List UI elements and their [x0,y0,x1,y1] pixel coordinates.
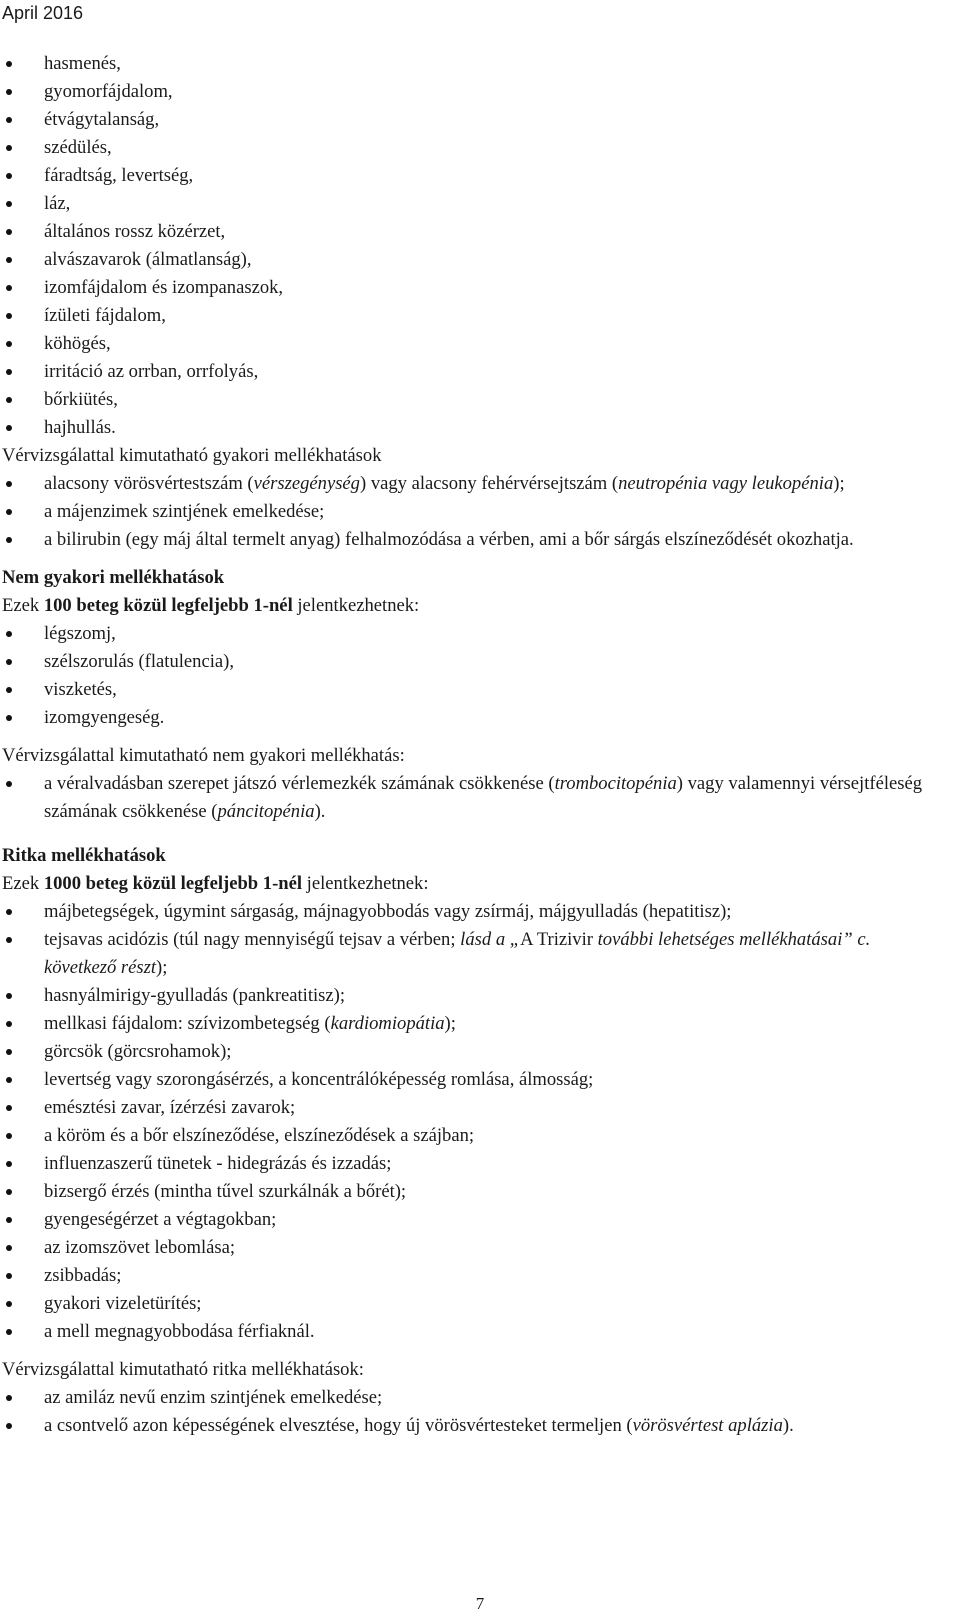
list-item: láz, [0,190,940,218]
page-header-date: April 2016 [2,3,84,23]
list-item: emésztési zavar, ízérzési zavarok; [0,1094,940,1122]
list-item: viszketés, [0,676,940,704]
uncommon-heading: Nem gyakori mellékhatások [2,567,225,588]
list-item: fáradtság, levertség, [0,162,940,190]
blood-uncommon-list [0,770,940,826]
list-item: a csontvelő azon képességének elvesztése, hogy új vörösvértesteket termeljen (vörösvértest aplázia). [0,1412,940,1440]
list-item: az izomszövet lebomlása; [0,1234,940,1262]
list-item: étvágytalanság, [0,106,940,134]
blood-rare-list [0,1384,940,1440]
rare-list [0,898,940,1346]
list-item: hasnyálmirigy-gyulladás (pankreatitisz); [0,982,940,1010]
list-item: zsibbadás; [0,1262,940,1290]
blood-common-heading: Vérvizsgálattal kimutatható gyakori mellékhatások [2,445,382,466]
list-item: izomfájdalom és izompanaszok, [0,274,940,302]
list-item: irritáció az orrban, orrfolyás, [0,358,940,386]
list-item: légszomj, [0,620,940,648]
list-item: influenzaszerű tünetek - hidegrázás és izzadás; [0,1150,940,1178]
list-item: szédülés, [0,134,940,162]
list-item: tejsavas acidózis (túl nagy mennyiségű tejsav a vérben; lásd a „A Trizivir további lehetséges mellékhatásai” c. következő részt); [0,926,940,982]
list-item: gyakori vizeletürítés; [0,1290,940,1318]
list-item: általános rossz közérzet, [0,218,940,246]
list-item: szélszorulás (flatulencia), [0,648,940,676]
list-item: az amiláz nevű enzim szintjének emelkedése; [0,1384,940,1412]
list-item: alvászavarok (álmatlanság), [0,246,940,274]
list-item: ízületi fájdalom, [0,302,940,330]
blood-common-list [0,470,940,554]
list-item: gyengeségérzet a végtagokban; [0,1206,940,1234]
list-item: hasmenés, [0,50,940,78]
blood-rare-heading: Vérvizsgálattal kimutatható ritka mellékhatások: [2,1359,364,1380]
list-item: alacsony vörösvértestszám (vérszegénység) vagy alacsony fehérvérsejtszám (neutropénia vagy leukopénia); [0,470,940,498]
list-item: izomgyengeség. [0,704,940,732]
list-item: a mell megnagyobbodása férfiaknál. [0,1318,940,1346]
rare-intro: Ezek 1000 beteg közül legfeljebb 1-nél jelentkezhetnek: [2,873,429,894]
page-number: 7 [475,1594,485,1613]
list-item: a bilirubin (egy máj által termelt anyag) felhalmozódása a vérben, ami a bőr sárgás elszíneződését okozhatja. [0,526,940,554]
symptom-list [0,50,940,442]
document-page [0,50,940,1440]
blood-uncommon-heading: Vérvizsgálattal kimutatható nem gyakori mellékhatás: [2,745,405,766]
uncommon-list [0,620,940,732]
list-item: a köröm és a bőr elszíneződése, elszíneződések a szájban; [0,1122,940,1150]
list-item: levertség vagy szorongásérzés, a koncentrálóképesség romlása, álmosság; [0,1066,940,1094]
list-item: hajhullás. [0,414,940,442]
list-item: bizsergő érzés (mintha tűvel szurkálnák a bőrét); [0,1178,940,1206]
list-item: köhögés, [0,330,940,358]
uncommon-intro: Ezek 100 beteg közül legfeljebb 1-nél jelentkezhetnek: [2,595,420,616]
list-item: májbetegségek, úgymint sárgaság, májnagyobbodás vagy zsírmáj, májgyulladás (hepatitisz); [0,898,940,926]
list-item: bőrkiütés, [0,386,940,414]
list-item: a véralvadásban szerepet játszó vérlemezkék számának csökkenése (trombocitopénia) vagy valamennyi vérsejtféleség számának csökkenése (páncitopénia). [0,770,940,826]
list-item: görcsök (görcsrohamok); [0,1038,940,1066]
list-item: mellkasi fájdalom: szívizombetegség (kardiomiopátia); [0,1010,940,1038]
list-item: gyomorfájdalom, [0,78,940,106]
list-item: a májenzimek szintjének emelkedése; [0,498,940,526]
rare-heading: Ritka mellékhatások [2,845,166,866]
